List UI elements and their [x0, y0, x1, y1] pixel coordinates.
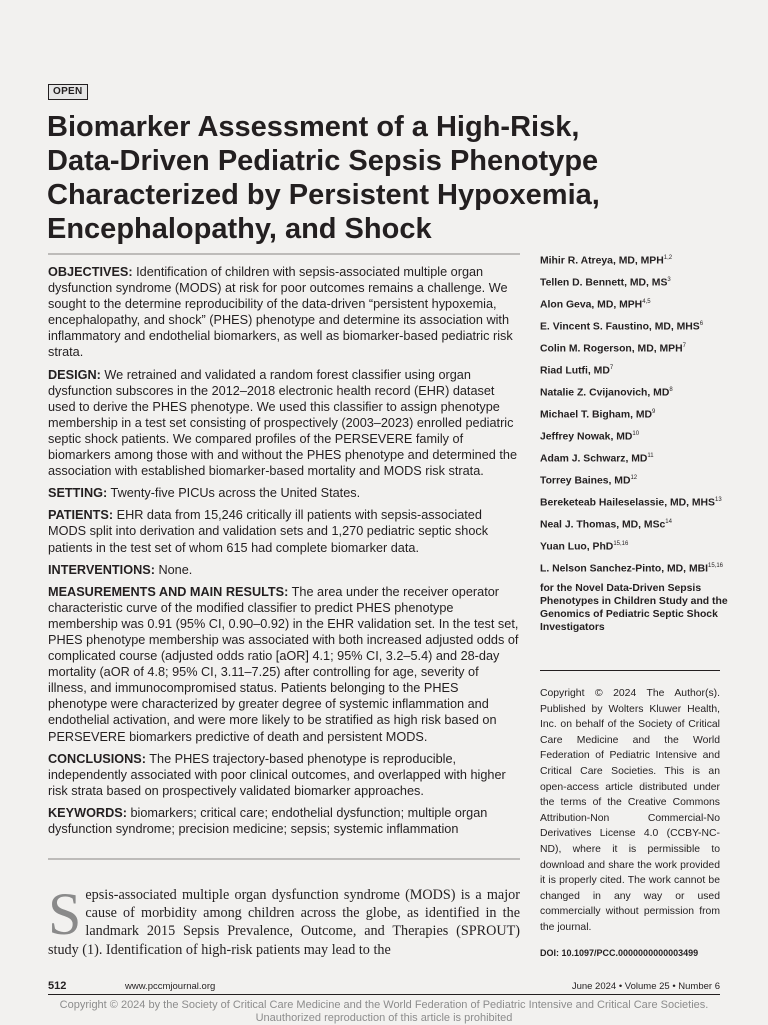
results-text: The area under the receiver operator characteristic curve of the modified classifier to predict PHES phenotype membership was 0.91 (95% CI, 0.90–0.92) in the EHR validation set. In the test set, PHES phenotype membership was associated with both increased adjusted odds of complicated course (adjusted odds ratio [aOR] 4.1; 95% CI, 3.2–5.4) and 28-day mortality (aOR of 4.8; 95% CI, 3.11–7.25) after controlling for age, severity of illness, and immunocompromised status. Patients belonging to the PHES phenotype were characterized by greater degree of systemic inflammation and endothelial activation, and were more likely to be stratified as high risk based on PERSEVERE biomarkers predictive of death and persistent MODS. [48, 584, 519, 744]
journal-website[interactable]: www.pccmjournal.org [125, 981, 216, 992]
abstract-bottom-rule [48, 858, 520, 860]
open-access-badge: OPEN [48, 84, 88, 100]
author-affiliation: 4,5 [642, 298, 651, 305]
author-item [540, 274, 730, 289]
results-section [48, 584, 520, 745]
page-number: 512 [48, 980, 67, 992]
author-item [540, 516, 730, 531]
setting-text: Twenty-five PICUs across the United States. [110, 486, 361, 501]
author-item [540, 362, 730, 377]
author-name: Natalie Z. Cvijanovich, MD [540, 387, 670, 399]
sidebar-rule [540, 670, 720, 671]
author-affiliation: 1,2 [663, 255, 673, 261]
patients-text: EHR data from 15,246 critically ill patients with sepsis-associated MODS split into derivation and validation sets and 1,270 pediatric septic shock patients in the test set of whom 615 had complete biomarker data. [48, 508, 489, 555]
author-group: for the Novel Data-Driven Sepsis Phenotypes in Children Study and the Genomics of Pediatric Septic Shock Investigators [540, 582, 728, 633]
author-affiliation: 8 [669, 386, 673, 393]
author-affiliation: 15,16 [613, 540, 629, 547]
body-paragraph [48, 881, 520, 959]
objectives-section [48, 264, 520, 361]
author-affiliation: 15,16 [708, 562, 724, 569]
author-affiliation: 13 [715, 496, 722, 503]
author-affiliation: 9 [652, 408, 656, 415]
copyright-notice: Copyright © 2024 The Author(s). Published by Wolters Kluwer Health, Inc. on behalf of the Society of Critical Care Medicine and the World Federation of Pediatric Intensive and Critical Care Societies. This is an open-access article distributed under the terms of the Creative Commons Attribution-Non Commercial-No Derivatives License 4.0 (CCBY-NC-ND), where it is permissible to download and share the work provided it is properly cited. The work cannot be changed in any way or used commercially without permission from the journal. [540, 688, 720, 933]
objectives-label: OBJECTIVES: [48, 265, 133, 279]
interventions-text: None. [158, 562, 193, 577]
patients-section [48, 507, 520, 555]
author-name: Bereketeab Haileselassie, MD, MHS [540, 497, 715, 509]
setting-section [48, 485, 520, 501]
author-affiliation: 6 [699, 320, 704, 327]
author-item [540, 494, 730, 509]
legal-notice [0, 999, 768, 1025]
abstract-top-rule [48, 253, 520, 255]
keywords-section [48, 805, 520, 837]
author-name: Jeffrey Nowak, MD [540, 431, 633, 443]
design-text: We retrained and validated a random forest classifier using organ dysfunction subscores in the 2012–2018 electronic health record (EHR) dataset used to derive the PHES phenotype. We used this classifier to assign phenotype membership in a test set consisting of prospectively (2003–2023) enrolled pediatric septic shock patients. We compared profiles of the PERSEVERE family of biomarkers among those with and without the PHES phenotype and determined the association with established biomarker-based mortality and MODS risk strata. [48, 367, 518, 479]
author-item [540, 560, 730, 575]
author-item [540, 450, 730, 465]
conclusions-text: The PHES trajectory-based phenotype is reproducible, independently associated with poor clinical outcomes, and overlapped with higher risk strata based on prospectively validated biomarker approaches. [48, 751, 506, 798]
interventions-section [48, 562, 520, 578]
drop-cap: S [48, 881, 82, 947]
author-affiliation: 14 [665, 518, 672, 525]
keywords-text: biomarkers; critical care; endothelial dysfunction; multiple organ dysfunction syndrome; precision medicine; sepsis; systemic inflammation [48, 805, 488, 836]
author-name: Tellen D. Bennett, MD, MS [540, 277, 668, 289]
keywords-label: KEYWORDS: [48, 805, 127, 820]
author-affiliation: 7 [682, 342, 686, 349]
body-text: epsis-associated multiple organ dysfunction syndrome (MODS) is a major cause of morbidity among children across the globe, as identified in the landmark 2015 Sepsis Prevalence, Outcome, and Therapies (SPROUT) study (1). Identification of high-risk patients may lead to the [48, 887, 520, 958]
author-item [540, 538, 730, 553]
legal-line-1: Copyright © 2024 by the Society of Critical Care Medicine and the World Federation of Pediatric Intensive and Critical Care Societies. [59, 999, 709, 1011]
author-name: Riad Lutfi, MD [540, 365, 610, 377]
legal-line-2: Unauthorized reproduction of this article is prohibited [255, 1012, 513, 1024]
article-title: Biomarker Assessment of a High-Risk, Data-Driven Pediatric Sepsis Phenotype Characterized by Persistent Hypoxemia, Encephalopathy, and Shock [47, 111, 600, 245]
author-name: Michael T. Bigham, MD [540, 409, 653, 421]
doi: DOI: 10.1097/PCC.0000000000003499 [540, 948, 699, 958]
author-item [540, 406, 730, 421]
author-affiliation: 10 [632, 430, 640, 437]
interventions-label: INTERVENTIONS: [48, 562, 155, 577]
patients-label: PATIENTS: [48, 508, 114, 523]
author-affiliation: 3 [667, 276, 671, 283]
author-name: E. Vincent S. Faustino, MD, MHS [540, 321, 700, 333]
author-name: Mihir R. Atreya, MD, MPH [540, 255, 664, 267]
author-name: Neal J. Thomas, MD, MSc [540, 519, 666, 531]
abstract [48, 264, 520, 843]
author-item [540, 318, 730, 333]
author-name: Yuan Luo, PhD [540, 541, 614, 553]
author-item [540, 340, 730, 355]
issue-info: June 2024 • Volume 25 • Number 6 [571, 981, 720, 992]
conclusions-section [48, 751, 520, 799]
author-name: L. Nelson Sanchez-Pinto, MD, MBI [540, 563, 708, 575]
author-item [540, 472, 730, 487]
author-affiliation: 11 [647, 452, 654, 459]
author-affiliation: 12 [630, 474, 638, 481]
author-name: Alon Geva, MD, MPH [540, 299, 643, 311]
author-name: Torrey Baines, MD [540, 475, 631, 487]
results-label: MEASUREMENTS AND MAIN RESULTS: [48, 584, 289, 599]
author-item [540, 384, 730, 399]
design-section [48, 367, 520, 480]
author-item [540, 252, 730, 267]
author-list [540, 252, 730, 634]
author-item [540, 428, 730, 443]
author-name: Adam J. Schwarz, MD [540, 453, 648, 465]
author-affiliation: 7 [609, 364, 614, 371]
footer-rule [48, 994, 720, 995]
author-item [540, 296, 730, 311]
setting-label: SETTING: [48, 486, 108, 501]
design-label: DESIGN: [48, 367, 101, 382]
objectives-text: Identification of children with sepsis-associated multiple organ dysfunction syndrome (MODS) at risk for poor outcomes remains a challenge. We sought to the determine reproducibility of the data-driven “persistent hypoxemia, encephalopathy, and shock” (PHES) phenotype and determine its association with inflammatory and endothelial biomarkers, as well as biomarker-based pediatric risk strata. [48, 265, 513, 360]
author-name: Colin M. Rogerson, MD, MPH [540, 343, 683, 355]
conclusions-label: CONCLUSIONS: [48, 751, 146, 766]
